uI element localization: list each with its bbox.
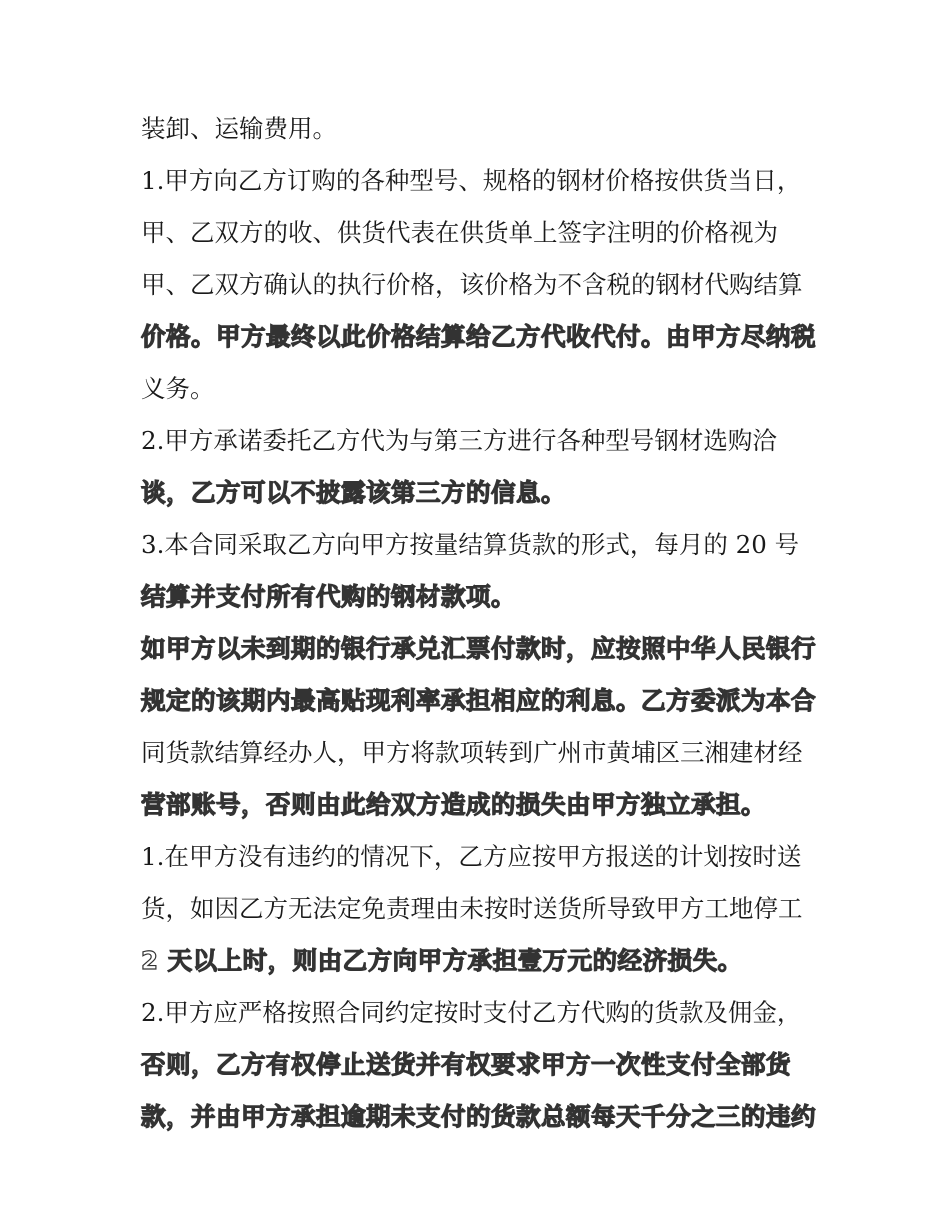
text-line: 甲、乙双方确认的执行价格，该价格为不含税的钢材代购结算 <box>141 270 803 299</box>
text-line: 装卸、运输费用。 <box>141 114 337 143</box>
text-line: 否则，乙方有权停止送货并有权要求甲方一次性支付全部货 <box>141 1050 791 1079</box>
text-line: 甲、乙双方的收、供货代表在供货单上签字注明的价格视为 <box>141 218 778 247</box>
text-line: 规定的该期内最高贴现利率承担相应的利息。乙方委派为本合 <box>141 686 816 715</box>
text-line: 1.甲方向乙方订购的各种型号、规格的钢材价格按供货当日， <box>141 166 802 195</box>
text-line: 2 天以上时，则由乙方向甲方承担壹万元的经济损失。 <box>141 946 743 975</box>
text-line: 价格。甲方最终以此价格结算给乙方代收代付。由甲方尽纳税 <box>141 322 816 351</box>
text-line: 款，并由甲方承担逾期未支付的货款总额每天千分之三的违约 <box>141 1102 816 1131</box>
text-line: 义务。 <box>141 374 215 403</box>
text-line: 货，如因乙方无法定免责理由未按时送货所导致甲方工地停工 <box>141 894 803 923</box>
text-line: 3.本合同采取乙方向甲方按量结算货款的形式，每月的 20 号 <box>141 530 800 559</box>
contract-text-body <box>141 103 821 1143</box>
text-line: 同货款结算经办人，甲方将款项转到广州市黄埔区三湘建材经 <box>141 738 803 767</box>
text-line: 1.在甲方没有违约的情况下，乙方应按甲方报送的计划按时送 <box>141 842 802 871</box>
text-line: 如甲方以未到期的银行承兑汇票付款时，应按照中华人民银行 <box>141 634 816 663</box>
text-line: 结算并支付所有代购的钢材款项。 <box>141 582 516 611</box>
text-line: 2.甲方承诺委托乙方代为与第三方进行各种型号钢材选购洽 <box>141 426 777 455</box>
text-line: 2.甲方应严格按照合同约定按时支付乙方代购的货款及佣金， <box>141 998 802 1027</box>
text-line: 谈，乙方可以不披露该第三方的信息。 <box>141 478 566 507</box>
text-line: 营部账号，否则由此给双方造成的损失由甲方独立承担。 <box>141 790 766 819</box>
